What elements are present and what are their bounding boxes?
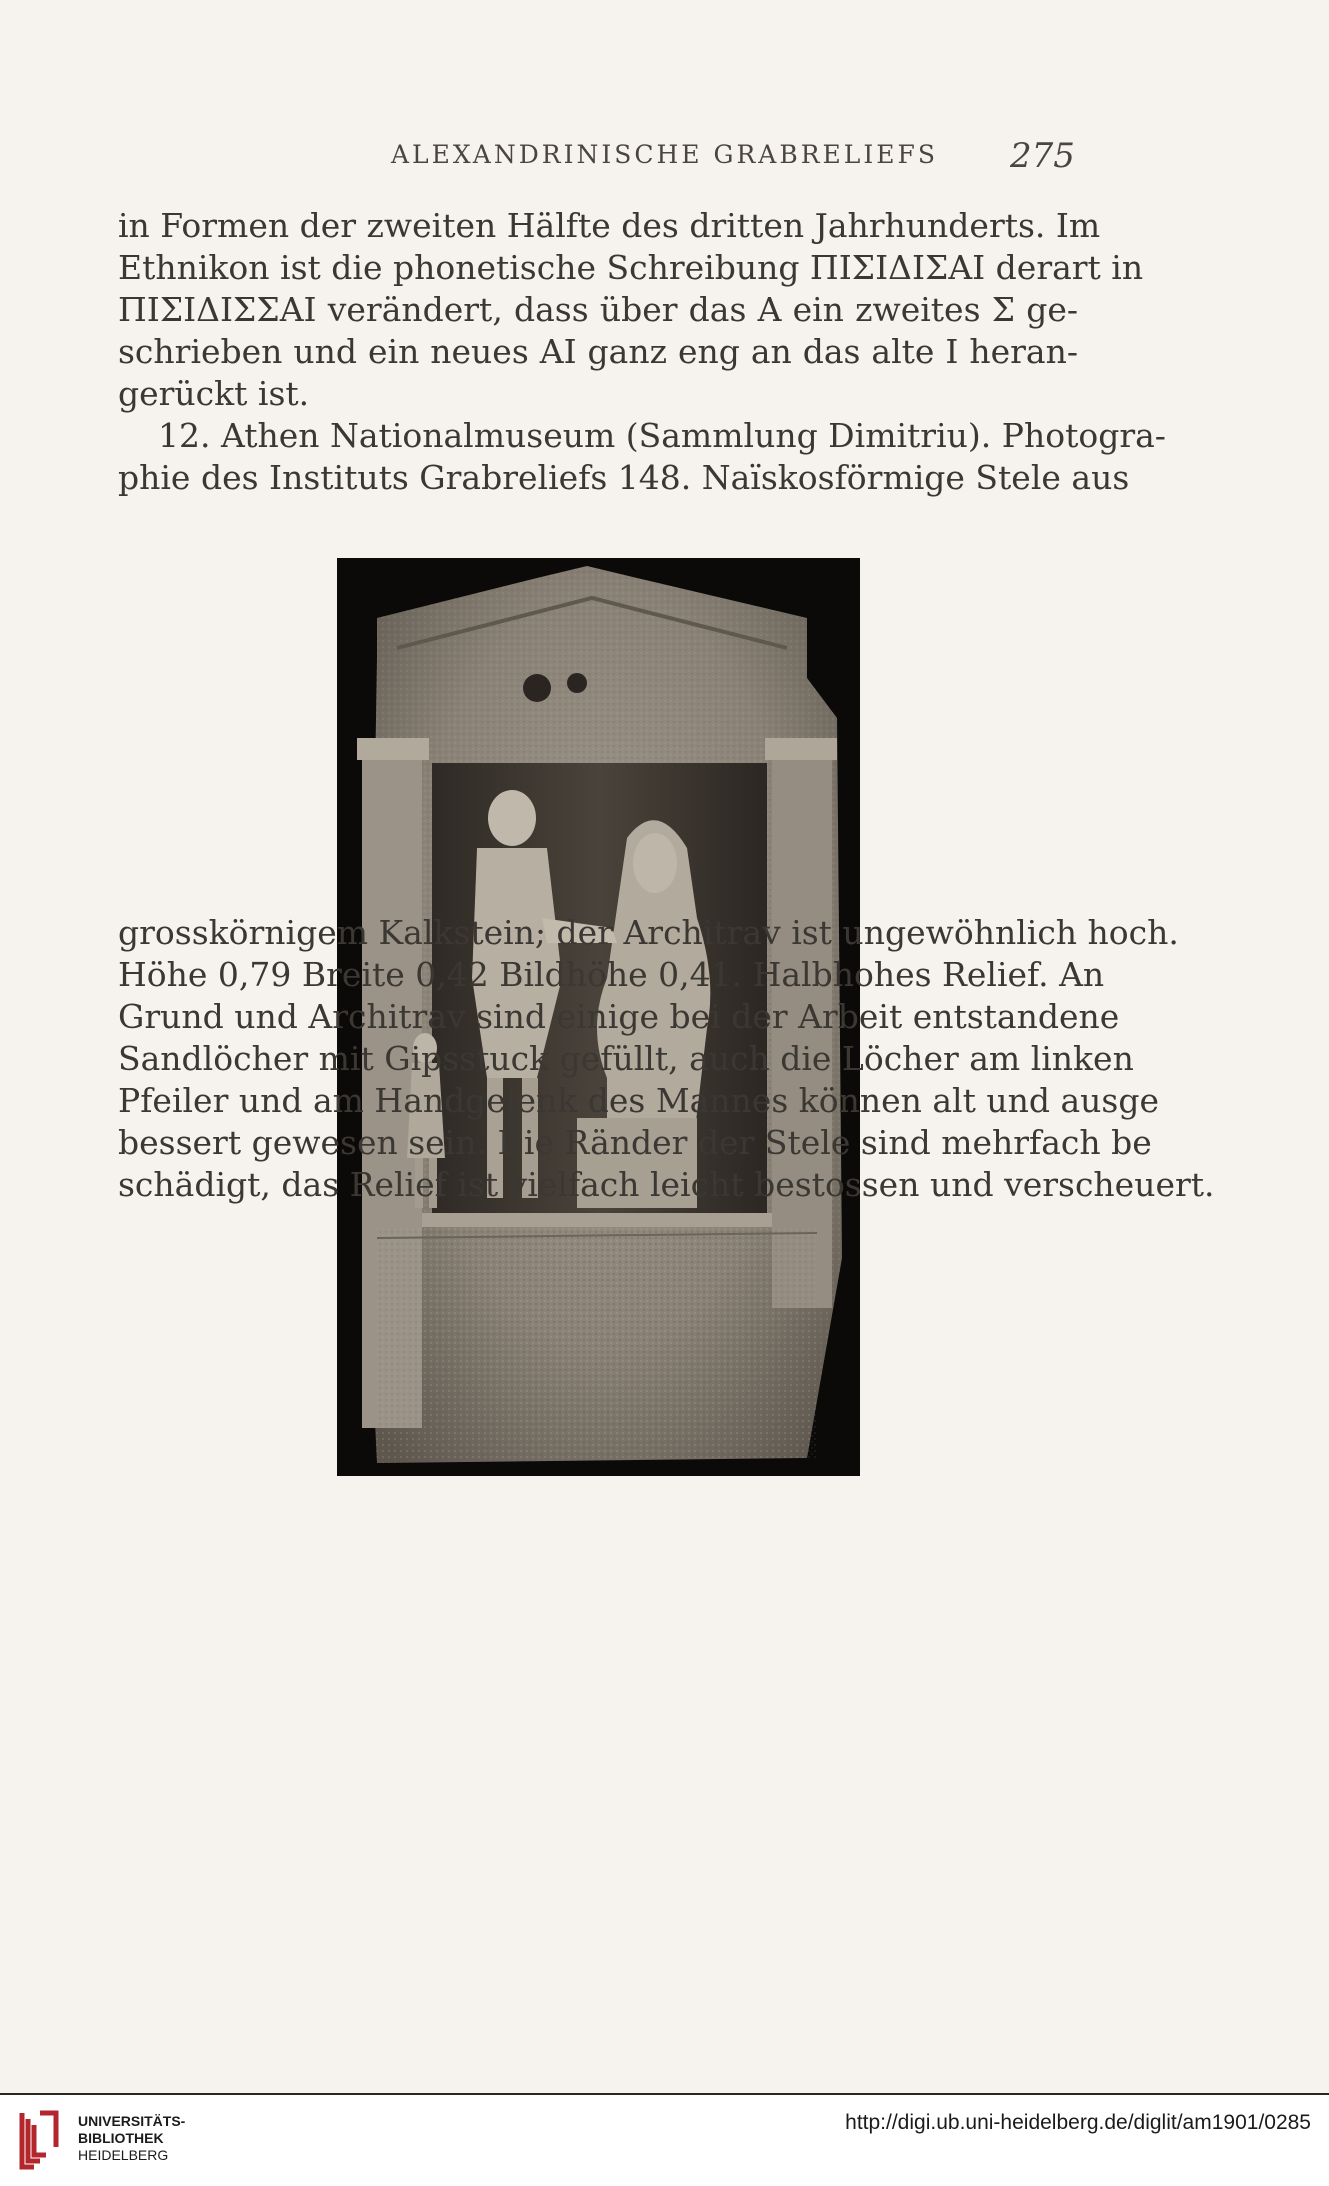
- paragraph-top: [118, 205, 1166, 499]
- source-url-link[interactable]: http://digi.ub.uni-heidelberg.de/diglit/am1901/0285: [845, 2111, 1311, 2134]
- paragraph-bottom: [118, 912, 1215, 1206]
- text-line: in Formen der zweiten Hälfte des dritten Jahrhunderts. Im: [118, 206, 1101, 245]
- text-line: ΠΙΣΙΔΙΣΣΑΙ verändert, dass über das Α ein zweites Σ ge-: [118, 290, 1078, 329]
- text-line: grosskörnigem Kalkstein; der Architrav ist ungewöhnlich hoch.: [118, 913, 1179, 952]
- text-line: Höhe 0,79 Breite 0,42 Bildhöhe 0,41. Halbhohes Relief. An: [118, 955, 1105, 994]
- page-number: 275: [1010, 136, 1075, 176]
- text-line: Grund und Architrav sind einige bei der Arbeit entstandene: [118, 997, 1120, 1036]
- library-line: HEIDELBERG: [78, 2147, 169, 2163]
- text-line: schädigt, das Relief ist vielfach leicht bestossen und verscheuert.: [118, 1165, 1215, 1204]
- digitization-footer: [0, 2095, 1329, 2186]
- running-title: ALEXANDRINISCHE GRABRELIEFS: [391, 140, 938, 169]
- text-line: gerückt ist.: [118, 374, 310, 413]
- text-line: schrieben und ein neues ΑΙ ganz eng an das alte Ι heran-: [118, 332, 1078, 371]
- library-logo-icon[interactable]: [12, 2107, 64, 2173]
- library-name: [78, 2113, 185, 2164]
- text-line: Sandlöcher mit Gipsstuck gefüllt, auch die Löcher am linken: [118, 1039, 1134, 1078]
- text-line: Ethnikon ist die phonetische Schreibung ΠΙΣΙΔΙΣΑΙ derart in: [118, 248, 1144, 287]
- text-line: 12. Athen Nationalmuseum (Sammlung Dimitriu). Photogra-: [158, 416, 1166, 455]
- text-line: phie des Instituts Grabreliefs 148. Naïskosförmige Stele aus: [118, 458, 1130, 497]
- text-line: bessert gewesen sein. Die Ränder der Stele sind mehrfach be: [118, 1123, 1152, 1162]
- library-line: BIBLIOTHEK: [78, 2130, 164, 2146]
- library-line: UNIVERSITÄTS-: [78, 2113, 186, 2129]
- text-line: Pfeiler und am Handgelenk des Mannes können alt und ausge: [118, 1081, 1159, 1120]
